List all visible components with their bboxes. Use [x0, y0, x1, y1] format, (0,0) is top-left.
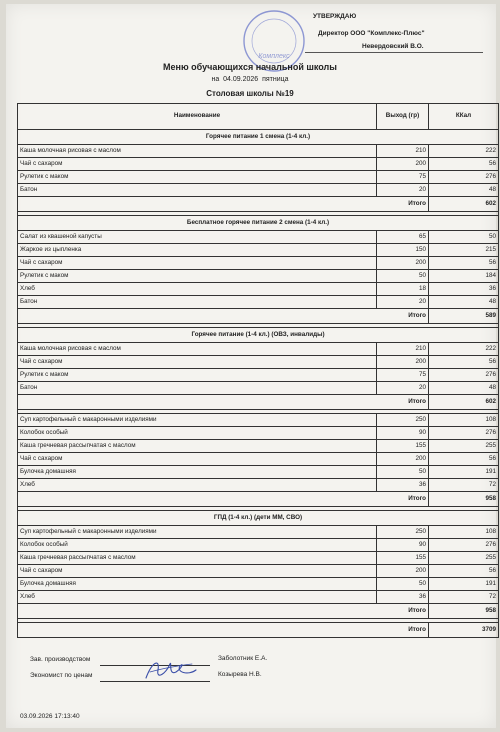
dish-name: Колобок особый: [18, 427, 377, 440]
handwritten-signature: [140, 652, 200, 686]
dish-kcal: 191: [429, 466, 499, 479]
dish-name: Чай с сахаром: [18, 257, 377, 270]
dish-name: Суп картофельный с макаронными изделиями: [18, 414, 377, 427]
total-label: Итого: [18, 395, 429, 410]
dish-kcal: 184: [429, 270, 499, 283]
table-row: [18, 257, 499, 270]
dish-output: 155: [377, 552, 429, 565]
section-total-row: [18, 197, 499, 212]
section-total-kcal: 958: [429, 492, 499, 507]
dish-name: Булочка домашняя: [18, 466, 377, 479]
dish-kcal: 276: [429, 539, 499, 552]
dish-output: 200: [377, 356, 429, 369]
dish-kcal: 191: [429, 578, 499, 591]
dish-kcal: 215: [429, 244, 499, 257]
table-row: [18, 369, 499, 382]
table-header-row: [18, 104, 499, 130]
dish-kcal: 50: [429, 231, 499, 244]
dish-name: Хлеб: [18, 591, 377, 604]
dish-output: 50: [377, 466, 429, 479]
table-row: [18, 171, 499, 184]
section-total-row: [18, 395, 499, 410]
total-label: Итого: [18, 197, 429, 212]
dish-kcal: 108: [429, 414, 499, 427]
dish-name: Колобок особый: [18, 539, 377, 552]
dish-kcal: 48: [429, 296, 499, 309]
dish-kcal: 72: [429, 591, 499, 604]
dish-output: 75: [377, 171, 429, 184]
dish-name: Рулетик с маком: [18, 270, 377, 283]
dish-kcal: 56: [429, 356, 499, 369]
section-title-row: [18, 328, 499, 343]
signature-name-economist: Козырева Н.В.: [218, 671, 262, 678]
dish-output: 200: [377, 257, 429, 270]
table-row: [18, 466, 499, 479]
signature-role-economist: Экономист по ценам: [30, 672, 93, 679]
table-row: [18, 526, 499, 539]
dish-name: Батон: [18, 382, 377, 395]
section-title: Горячее питание 1 смена (1-4 кл.): [18, 130, 499, 145]
dish-name: Булочка домашняя: [18, 578, 377, 591]
print-timestamp: 03.09.2026 17:13:40: [20, 713, 80, 720]
dish-kcal: 72: [429, 479, 499, 492]
table-row: [18, 145, 499, 158]
table-row: [18, 382, 499, 395]
total-label: Итого: [18, 604, 429, 619]
menu-table: [17, 103, 499, 638]
section-total-row: [18, 309, 499, 324]
dish-kcal: 222: [429, 145, 499, 158]
dish-output: 18: [377, 283, 429, 296]
section-total-kcal: 602: [429, 197, 499, 212]
section-total-kcal: 602: [429, 395, 499, 410]
dish-output: 50: [377, 578, 429, 591]
table-row: [18, 270, 499, 283]
dish-output: 36: [377, 479, 429, 492]
dish-output: 155: [377, 440, 429, 453]
dish-name: Чай с сахаром: [18, 356, 377, 369]
dish-kcal: 222: [429, 343, 499, 356]
dish-name: Каша молочная рисовая с маслом: [18, 145, 377, 158]
table-row: [18, 539, 499, 552]
table-row: [18, 356, 499, 369]
column-header-kcal: ККал: [429, 104, 499, 130]
total-label: Итого: [18, 309, 429, 324]
dish-kcal: 36: [429, 283, 499, 296]
section-title-row: [18, 130, 499, 145]
column-header-name: Наименование: [18, 104, 377, 130]
table-row: [18, 479, 499, 492]
table-row: [18, 591, 499, 604]
dish-name: Чай с сахаром: [18, 565, 377, 578]
approval-director: Директор ООО "Комплекс-Плюс": [318, 30, 425, 37]
menu-weekday: пятница: [262, 76, 289, 83]
section-title: Горячее питание (1-4 кл.) (ОВЗ, инвалиды): [18, 328, 499, 343]
table-row: [18, 578, 499, 591]
dish-name: Каша молочная рисовая с маслом: [18, 343, 377, 356]
dish-output: 250: [377, 414, 429, 427]
signature-name-production: Заболотник Е.А.: [218, 655, 268, 662]
dish-output: 75: [377, 369, 429, 382]
table-row: [18, 427, 499, 440]
dish-output: 210: [377, 343, 429, 356]
dish-kcal: 276: [429, 369, 499, 382]
table-row: [18, 440, 499, 453]
section-total-row: [18, 492, 499, 507]
table-row: [18, 244, 499, 257]
menu-date-line: [0, 76, 500, 83]
total-label: Итого: [18, 492, 429, 507]
table-row: [18, 565, 499, 578]
dish-name: Чай с сахаром: [18, 158, 377, 171]
section-total-kcal: 589: [429, 309, 499, 324]
dish-output: 210: [377, 145, 429, 158]
dish-name: Каша гречневая рассыпчатая с маслом: [18, 552, 377, 565]
dish-output: 200: [377, 565, 429, 578]
dish-name: Хлеб: [18, 479, 377, 492]
grand-total-label: Итого: [18, 623, 429, 638]
dish-name: Хлеб: [18, 283, 377, 296]
approval-name: Невердовский В.О.: [362, 43, 424, 50]
dish-kcal: 56: [429, 257, 499, 270]
section-title-row: [18, 216, 499, 231]
approval-signature-line: [305, 52, 483, 53]
section-title-row: [18, 511, 499, 526]
dish-name: Каша гречневая рассыпчатая с маслом: [18, 440, 377, 453]
table-row: [18, 552, 499, 565]
dish-name: Батон: [18, 184, 377, 197]
column-header-output: Выход (гр): [377, 104, 429, 130]
dish-kcal: 56: [429, 565, 499, 578]
dish-output: 65: [377, 231, 429, 244]
approval-heading: УТВЕРЖДАЮ: [313, 13, 357, 20]
dish-output: 90: [377, 539, 429, 552]
section-total-row: [18, 604, 499, 619]
section-title: Бесплатное горячее питание 2 смена (1-4 кл.): [18, 216, 499, 231]
dish-kcal: 276: [429, 427, 499, 440]
dish-output: 36: [377, 591, 429, 604]
dish-kcal: 48: [429, 382, 499, 395]
dish-output: 200: [377, 453, 429, 466]
dish-kcal: 255: [429, 440, 499, 453]
dish-output: 20: [377, 184, 429, 197]
dish-kcal: 48: [429, 184, 499, 197]
table-row: [18, 343, 499, 356]
dish-output: 20: [377, 382, 429, 395]
table-row: [18, 414, 499, 427]
dish-kcal: 56: [429, 453, 499, 466]
dish-output: 50: [377, 270, 429, 283]
dish-kcal: 108: [429, 526, 499, 539]
dish-name: Рулетик с маком: [18, 369, 377, 382]
table-row: [18, 231, 499, 244]
table-row: [18, 283, 499, 296]
dish-name: Суп картофельный с макаронными изделиями: [18, 526, 377, 539]
section-total-kcal: 958: [429, 604, 499, 619]
dish-kcal: 255: [429, 552, 499, 565]
company-stamp: [226, 5, 316, 85]
signature-role-production: Зав. производством: [30, 656, 91, 663]
dish-output: 90: [377, 427, 429, 440]
table-row: [18, 184, 499, 197]
page-title: Меню обучающихся начальной школы: [163, 62, 337, 72]
section-title: ГПД (1-4 кл.) (дети ММ, СВО): [18, 511, 499, 526]
dish-output: 150: [377, 244, 429, 257]
dish-kcal: 276: [429, 171, 499, 184]
dish-name: Жаркое из цыпленка: [18, 244, 377, 257]
grand-total-row: [18, 623, 499, 638]
dish-name: Батон: [18, 296, 377, 309]
grand-total-kcal: 3709: [429, 623, 499, 638]
date-prefix: на: [211, 76, 220, 83]
dish-output: 250: [377, 526, 429, 539]
dish-name: Чай с сахаром: [18, 453, 377, 466]
dish-name: Салат из квашеной капусты: [18, 231, 377, 244]
stamp-text: Комплекс: [258, 53, 290, 60]
school-name: Столовая школы №19: [206, 89, 294, 98]
table-row: [18, 158, 499, 171]
dish-output: 200: [377, 158, 429, 171]
dish-kcal: 56: [429, 158, 499, 171]
table-row: [18, 453, 499, 466]
dish-output: 20: [377, 296, 429, 309]
dish-name: Рулетик с маком: [18, 171, 377, 184]
table-row: [18, 296, 499, 309]
menu-date: 04.09.2026: [223, 76, 259, 83]
